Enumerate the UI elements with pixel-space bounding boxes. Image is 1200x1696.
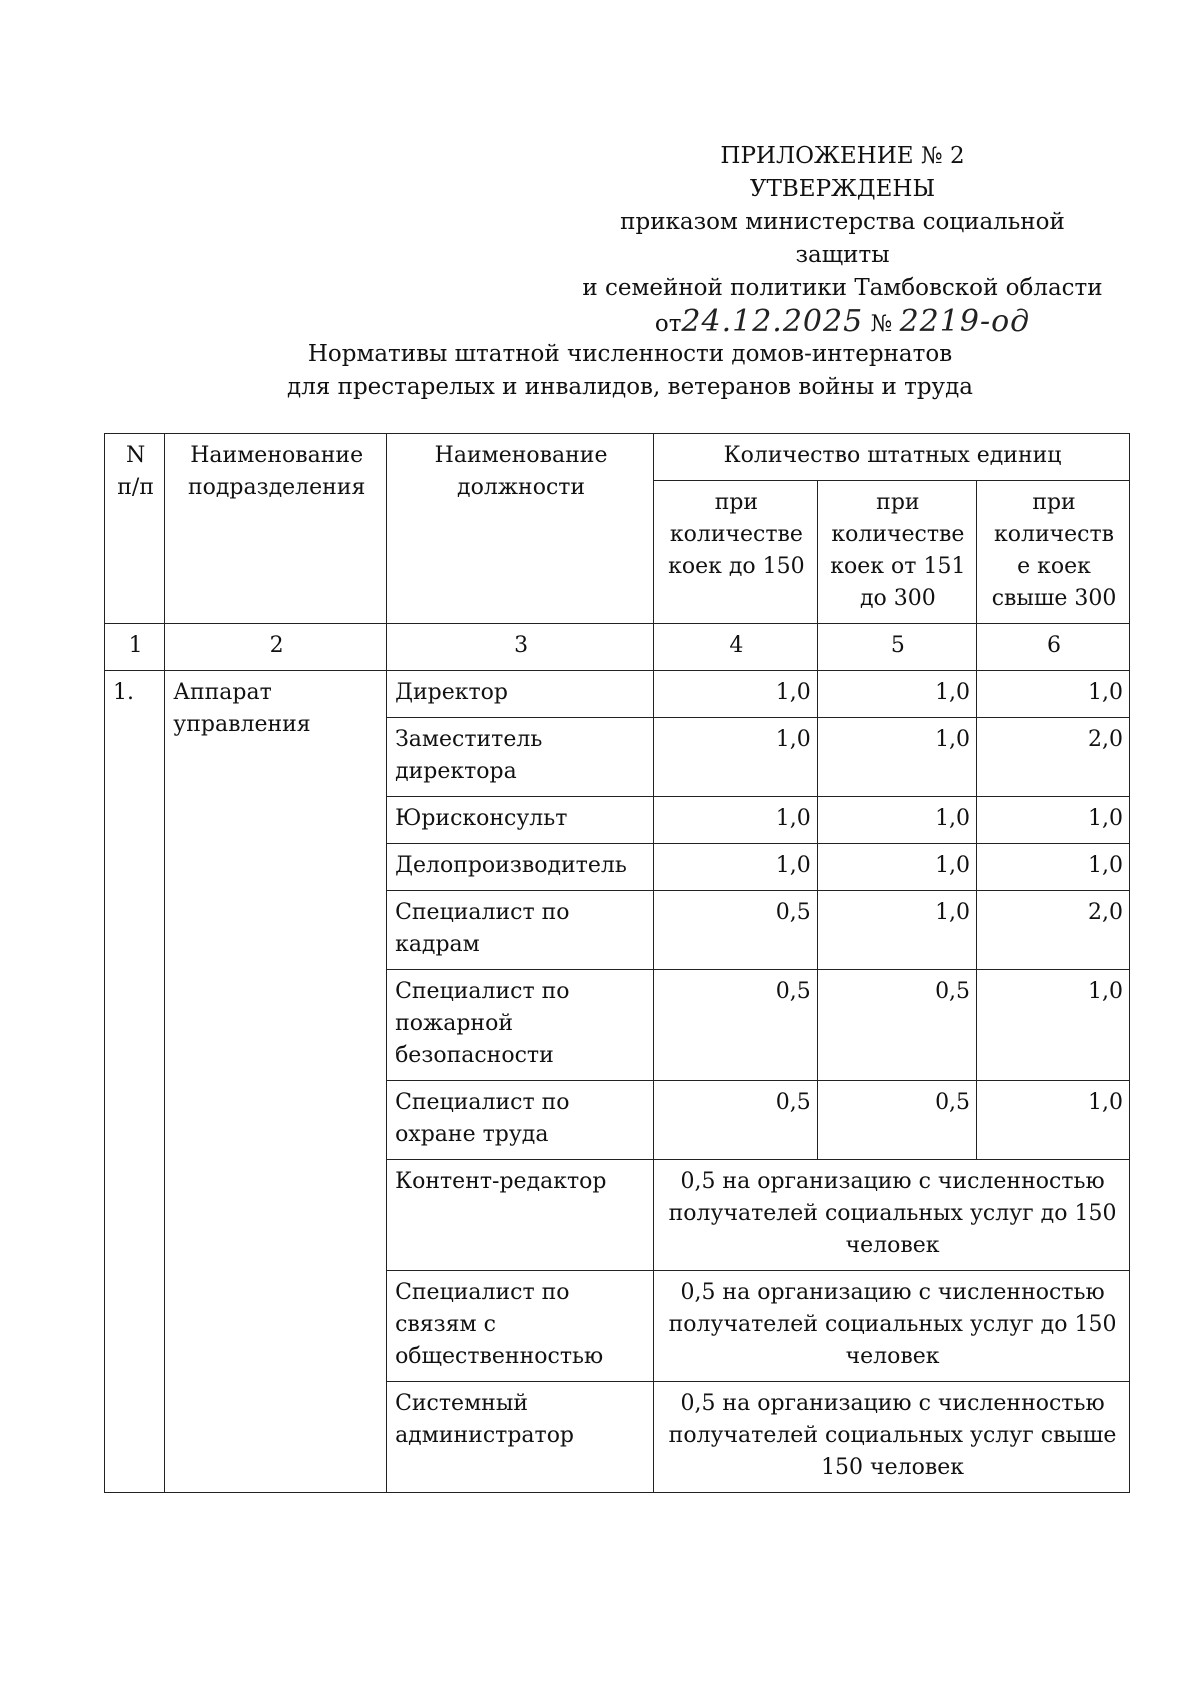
value-cell: 1,0: [654, 844, 818, 891]
position-cell: Специалист по связям с общественностью: [387, 1271, 654, 1382]
position-cell: Специалист по пожарной безопасности: [387, 970, 654, 1081]
section-division: Аппарат управления: [165, 671, 387, 1493]
value-cell: 1,0: [817, 844, 976, 891]
index-cell: 3: [387, 624, 654, 671]
staffing-norms-table: [104, 433, 1130, 1493]
position-cell: Юрисконсульт: [387, 797, 654, 844]
value-cell: 1,0: [817, 718, 976, 797]
value-cell: 0,5: [654, 1081, 818, 1160]
merged-note-cell: 0,5 на организацию с численностью получателей социальных услуг до 150 человек: [654, 1160, 1130, 1271]
merged-note-cell: 0,5 на организацию с численностью получателей социальных услуг до 150 человек: [654, 1271, 1130, 1382]
header-beds-300plus: при количеств е коек свыше 300: [977, 481, 1130, 624]
header-beds-151-300: при количестве коек от 151 до 300: [817, 481, 976, 624]
merged-note-cell: 0,5 на организацию с численностью получателей социальных услуг свыше 150 человек: [654, 1382, 1130, 1493]
index-cell: 6: [977, 624, 1130, 671]
header-units: Количество штатных единиц: [654, 434, 1130, 481]
index-cell: 4: [654, 624, 818, 671]
header-num: N п/п: [105, 434, 165, 624]
value-cell: 1,0: [977, 671, 1130, 718]
value-cell: 1,0: [977, 970, 1130, 1081]
position-cell: Заместитель директора: [387, 718, 654, 797]
header-beds-150: при количестве коек до 150: [654, 481, 818, 624]
from-label: от: [654, 311, 682, 337]
number-label: №: [870, 311, 893, 337]
value-cell: 1,0: [977, 844, 1130, 891]
value-cell: 0,5: [654, 970, 818, 1081]
index-cell: 2: [165, 624, 387, 671]
position-cell: Системный администратор: [387, 1382, 654, 1493]
value-cell: 1,0: [817, 891, 976, 970]
title-line-1: Нормативы штатной численности домов-интернатов: [307, 341, 953, 367]
value-cell: 0,5: [817, 1081, 976, 1160]
position-cell: Специалист по охране труда: [387, 1081, 654, 1160]
handwritten-date: 24.12.2025: [681, 304, 864, 339]
column-index-row: [105, 624, 1130, 671]
approval-ministry-line: и семейной политики Тамбовской области: [582, 275, 1103, 301]
value-cell: 1,0: [654, 671, 818, 718]
appendix-label: ПРИЛОЖЕНИЕ № 2: [720, 143, 965, 169]
approved-label: УТВЕРЖДЕНЫ: [749, 176, 936, 202]
header-row-1: [105, 434, 1130, 481]
position-cell: Специалист по кадрам: [387, 891, 654, 970]
approval-order-line: приказом министерства социальной защиты: [620, 209, 1065, 268]
position-cell: Контент-редактор: [387, 1160, 654, 1271]
position-cell: Делопроизводитель: [387, 844, 654, 891]
value-cell: 1,0: [654, 718, 818, 797]
value-cell: 1,0: [654, 797, 818, 844]
value-cell: 2,0: [977, 718, 1130, 797]
value-cell: 1,0: [977, 1081, 1130, 1160]
header-division: Наименование подразделения: [165, 434, 387, 624]
header-position: Наименование должности: [387, 434, 654, 624]
section-num: 1.: [105, 671, 165, 1493]
value-cell: 0,5: [654, 891, 818, 970]
approval-block: [570, 140, 1115, 345]
value-cell: 1,0: [977, 797, 1130, 844]
value-cell: 2,0: [977, 891, 1130, 970]
index-cell: 5: [817, 624, 976, 671]
value-cell: 0,5: [817, 970, 976, 1081]
table-row: [105, 671, 1130, 718]
document-title: [160, 338, 1100, 404]
title-line-2: для престарелых и инвалидов, ветеранов войны и труда: [287, 374, 973, 400]
index-cell: 1: [105, 624, 165, 671]
value-cell: 1,0: [817, 671, 976, 718]
value-cell: 1,0: [817, 797, 976, 844]
position-cell: Директор: [387, 671, 654, 718]
handwritten-number: 2219-од: [899, 304, 1031, 339]
